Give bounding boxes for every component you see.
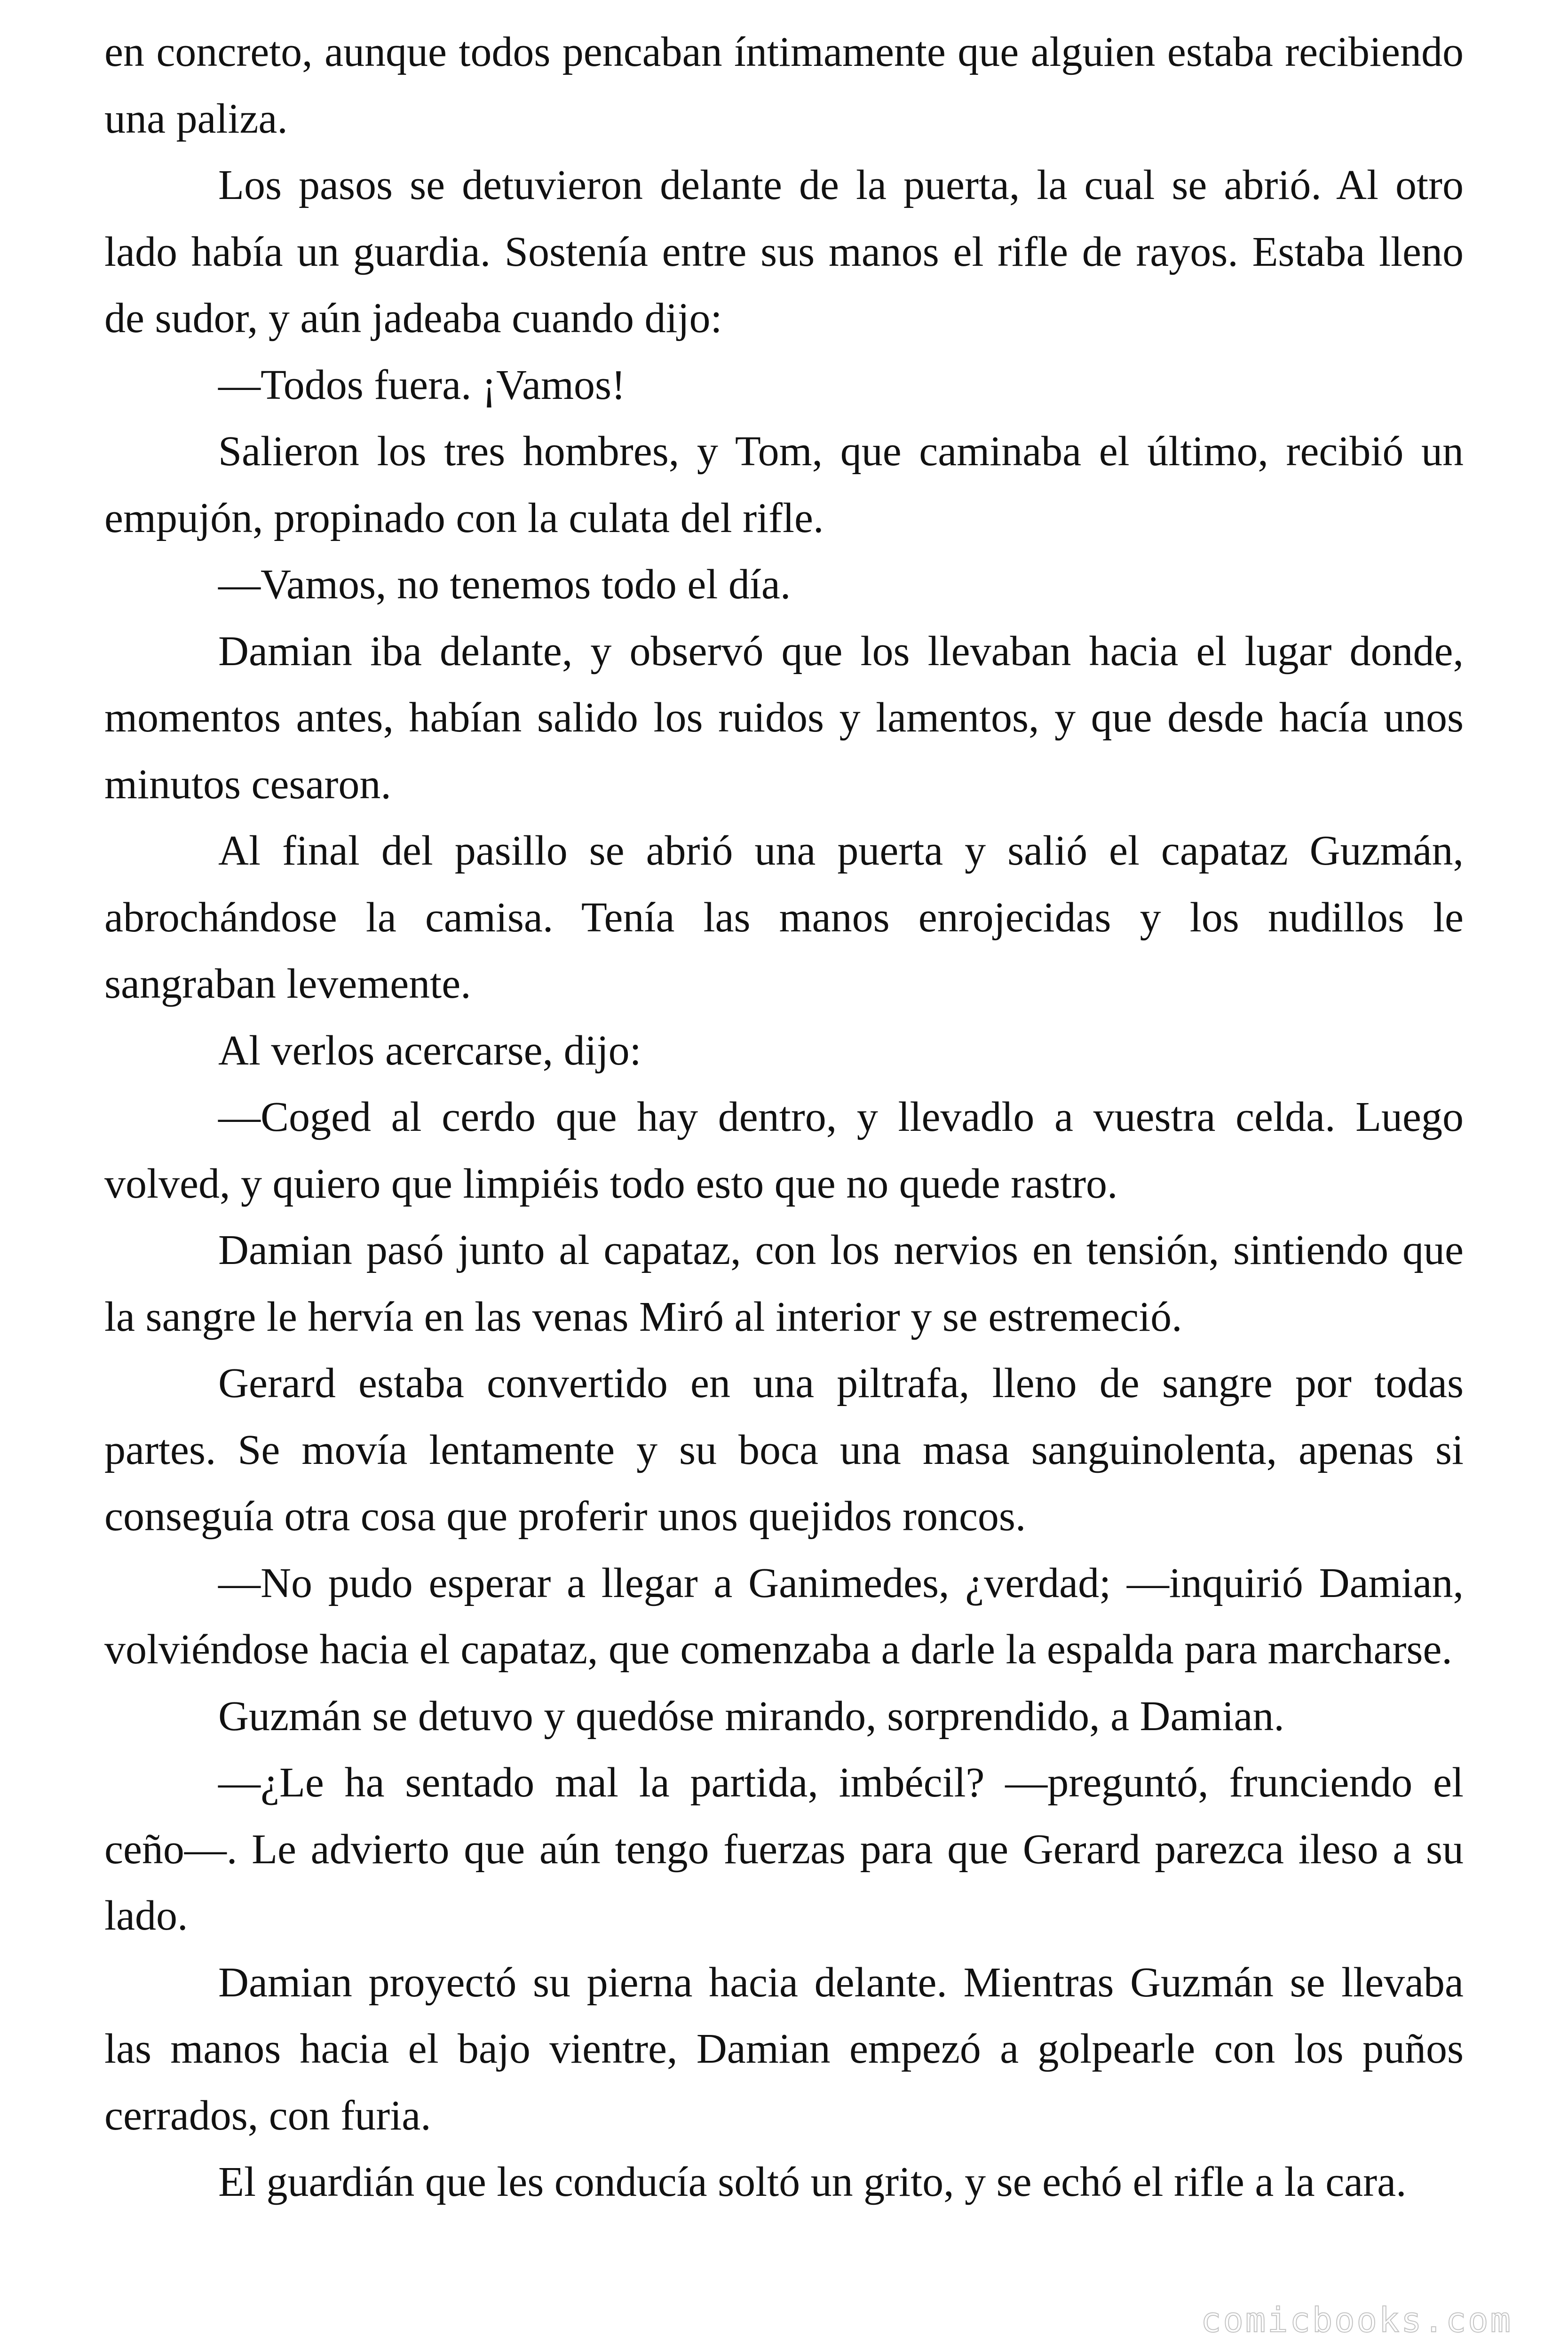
paragraph: Los pasos se detuvieron delante de la puerta, la cual se abrió. Al otro lado había un guardia. Sostenía entre sus manos el rifle de rayos. Estaba lleno de sudor, y aún jadeaba cuando dijo: (104, 162, 1464, 342)
paragraph: El guardián que les conducía soltó un grito, y se echó el rifle a la cara. (218, 2159, 1407, 2205)
paragraph: Al final del pasillo se abrió una puerta y salió el capataz Guzmán, abrochándose la camisa. Tenía las manos enrojecidas y los nudillos le sangraban levemente. (104, 827, 1464, 1007)
page-body-text (104, 19, 1464, 2216)
paragraph: Al verlos acercarse, dijo: (218, 1027, 641, 1074)
paragraph: Gerard estaba convertido en una piltrafa, lleno de sangre por todas partes. Se movía lentamente y su boca una masa sanguinolenta, apenas si conseguía otra cosa que proferir unos quejidos roncos. (104, 1360, 1464, 1540)
paragraph-continued: en concreto, aunque todos pencaban íntimamente que alguien estaba recibiendo una paliza. (104, 29, 1464, 142)
dialogue-line: —Vamos, no tenemos todo el día. (218, 561, 791, 608)
dialogue-line: —No pudo esperar a llegar a Ganimedes, ¿verdad; —inquirió Damian, volviéndose hacia el capataz, que comenzaba a darle la espalda para marcharse. (104, 1559, 1464, 1673)
paragraph: Salieron los tres hombres, y Tom, que caminaba el último, recibió un empujón, propinado con la culata del rifle. (104, 428, 1464, 541)
dialogue-line: —Todos fuera. ¡Vamos! (218, 361, 626, 408)
dialogue-line: —Coged al cerdo que hay dentro, y llevadlo a vuestra celda. Luego volved, y quiero que limpiéis todo esto que no quede rastro. (104, 1094, 1464, 1207)
paragraph: Damian proyectó su pierna hacia delante. Mientras Guzmán se llevaba las manos hacia el bajo vientre, Damian empezó a golpearle con los puños cerrados, con furia. (104, 1959, 1464, 2139)
paragraph: Guzmán se detuvo y quedóse mirando, sorprendido, a Damian. (218, 1692, 1284, 1740)
paragraph: Damian pasó junto al capataz, con los nervios en tensión, sintiendo que la sangre le hervía en las venas Miró al interior y se estremeció. (104, 1227, 1464, 1340)
dialogue-line: —¿Le ha sentado mal la partida, imbécil? —preguntó, frunciendo el ceño—. Le advierto que aún tengo fuerzas para que Gerard parezca ileso a su lado. (104, 1759, 1464, 1939)
paragraph: Damian iba delante, y observó que los llevaban hacia el lugar donde, momentos antes, habían salido los ruidos y lamentos, y que desde hacía unos minutos cesaron. (104, 628, 1464, 808)
watermark: comicbooks.com (1201, 2300, 1513, 2340)
